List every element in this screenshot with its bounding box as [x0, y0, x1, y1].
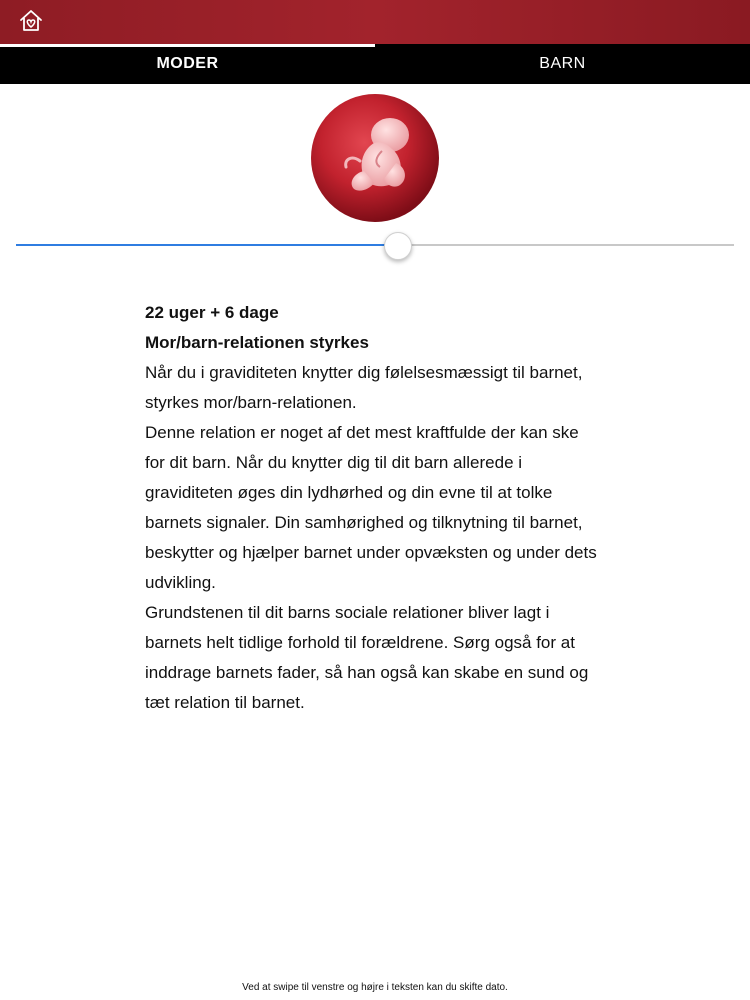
- tab-bar: [0, 44, 750, 84]
- article-line: beskytter og hjælper barnet under opvæksten og under dets: [145, 543, 597, 562]
- date-slider[interactable]: [16, 230, 734, 260]
- week-label: 22 uger + 6 dage: [145, 303, 279, 322]
- article-line: graviditeten øges din lydhørhed og din evne til at tolke: [145, 483, 553, 502]
- fetus-illustration: [310, 93, 440, 223]
- article-line: for dit barn. Når du knytter dig til dit barn allerede i: [145, 453, 523, 472]
- article-line: styrkes mor/barn-relationen.: [145, 393, 357, 412]
- article-line: Når du i graviditeten knytter dig følelsesmæssigt til barnet,: [145, 363, 583, 382]
- article: [145, 298, 625, 718]
- home-heart-icon[interactable]: [18, 8, 44, 34]
- article-line: udvikling.: [145, 573, 216, 592]
- tab-barn-label: BARN: [539, 55, 586, 72]
- article-line: Denne relation er noget af det mest kraftfulde der kan ske: [145, 423, 579, 442]
- top-bar: [0, 0, 750, 44]
- article-line: barnets signaler. Din samhørighed og tilknytning til barnet,: [145, 513, 583, 532]
- tab-moder[interactable]: [0, 44, 375, 84]
- tab-barn[interactable]: [375, 44, 750, 84]
- slider-fill: [16, 244, 397, 246]
- article-line: barnets helt tidlige forhold til forældrene. Sørg også for at: [145, 633, 575, 652]
- article-line: inddrage barnets fader, så han også kan skabe en sund og: [145, 663, 589, 682]
- article-line: Grundstenen til dit barns sociale relationer bliver lagt i: [145, 603, 550, 622]
- article-line: tæt relation til barnet.: [145, 693, 305, 712]
- slider-thumb[interactable]: [384, 232, 412, 260]
- article-title: Mor/barn-relationen styrkes: [145, 333, 369, 352]
- tab-moder-label: MODER: [156, 55, 219, 72]
- swipe-hint: Ved at swipe til venstre og højre i teksten kan du skifte dato.: [242, 982, 508, 993]
